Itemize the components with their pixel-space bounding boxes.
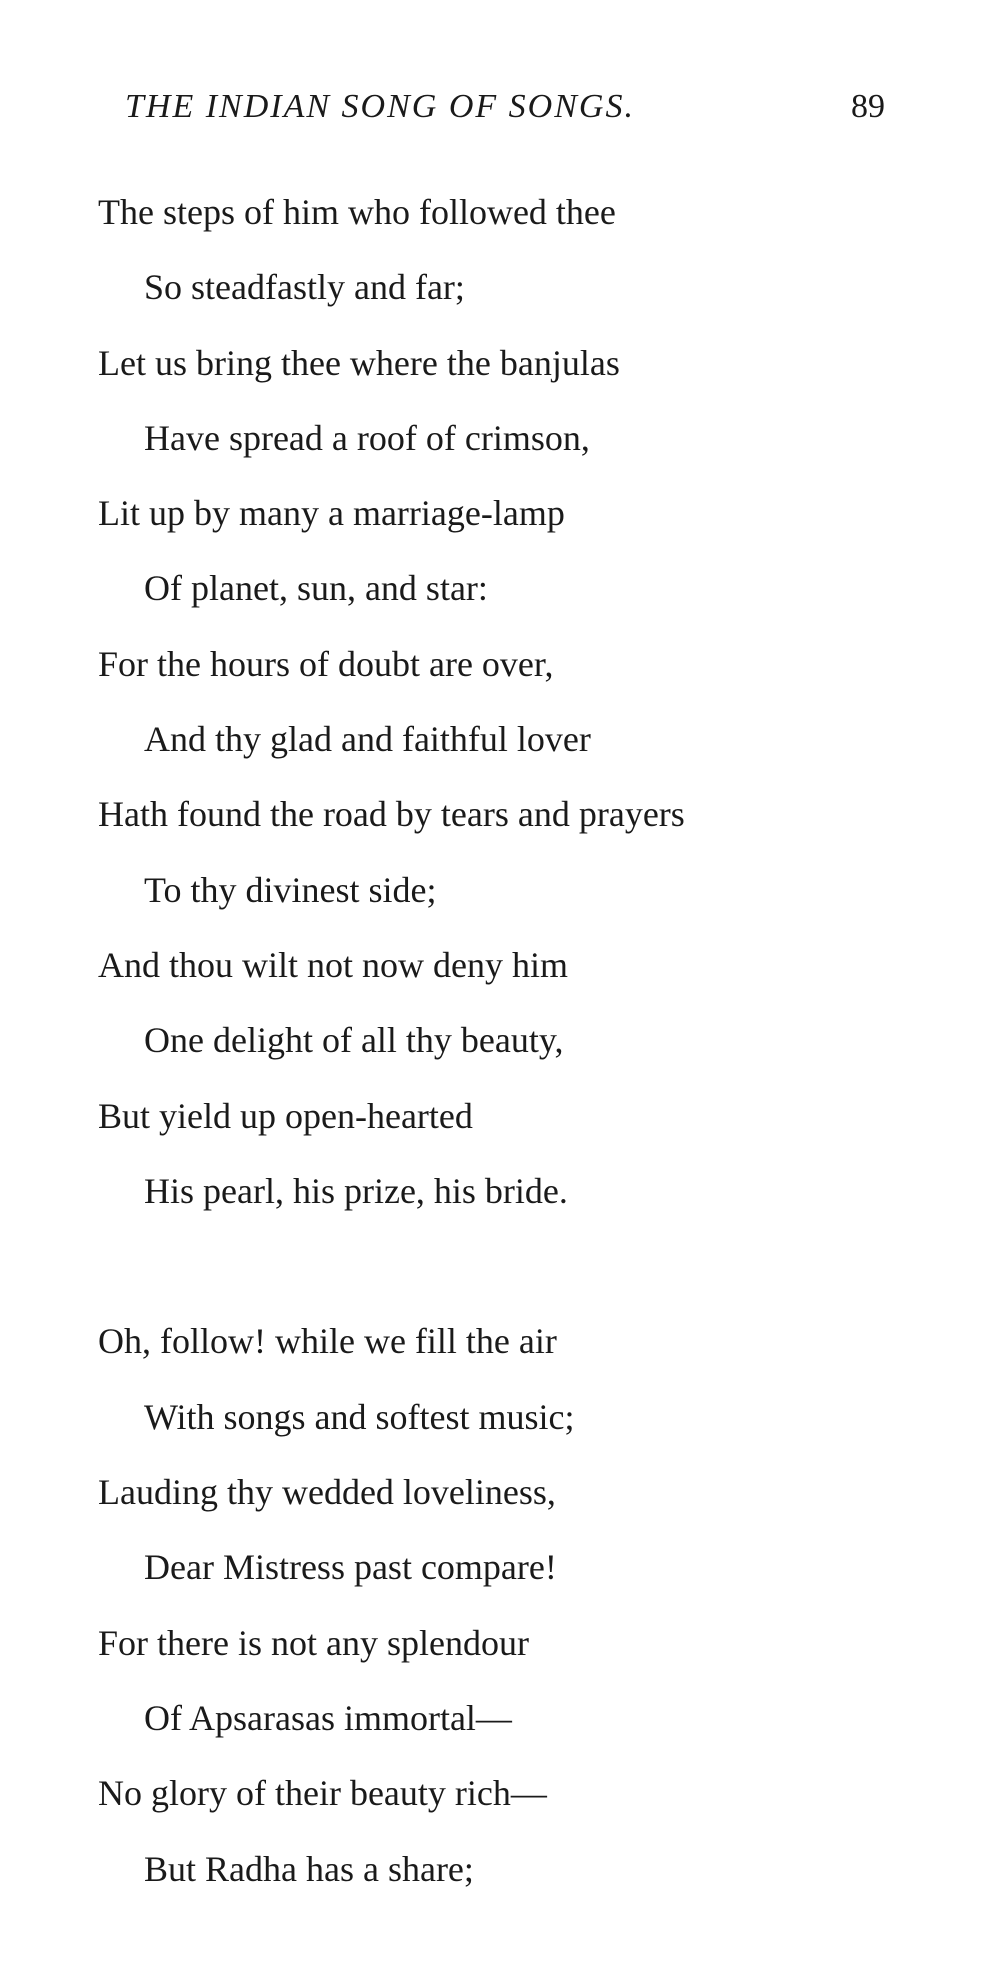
stanza-break xyxy=(98,1229,958,1304)
verse-line: The steps of him who followed thee xyxy=(98,192,616,232)
stanza-2 xyxy=(98,1304,958,1906)
verse-line: But yield up open-hearted xyxy=(98,1095,473,1136)
page-number: 89 xyxy=(851,88,885,125)
verse-line: And thou wilt not now deny him xyxy=(98,944,568,985)
verse-line: Of Apsarasas immortal— xyxy=(144,1697,512,1738)
verse-line: To thy divinest side; xyxy=(144,869,437,910)
verse-line: With songs and softest music; xyxy=(144,1396,575,1437)
verse-line: Have spread a roof of crimson, xyxy=(144,417,590,458)
verse-line: Dear Mistress past compare! xyxy=(144,1547,557,1588)
verse-line: But Radha has a share; xyxy=(144,1848,474,1889)
verse-line: For the hours of doubt are over, xyxy=(98,643,554,684)
running-head xyxy=(125,88,885,138)
verse-line: Hath found the road by tears and prayers xyxy=(98,794,685,835)
running-title: THE INDIAN SONG OF SONGS. xyxy=(125,88,635,125)
verse-line: Lit up by many a marriage-lamp xyxy=(98,493,565,534)
verse-line: For there is not any splendour xyxy=(98,1622,529,1663)
verse-line: One delight of all thy beauty, xyxy=(144,1020,564,1061)
poem-body xyxy=(98,175,958,1907)
verse-line: And thy glad and faithful lover xyxy=(144,719,591,760)
verse-line: Let us bring thee where the banjulas xyxy=(98,342,620,383)
verse-line: No glory of their beauty rich— xyxy=(98,1773,547,1814)
verse-line: His pearl, his prize, his bride. xyxy=(144,1170,568,1211)
verse-line: So steadfastly and far; xyxy=(144,267,465,308)
stanza-1 xyxy=(98,175,958,1229)
verse-line: Lauding thy wedded loveliness, xyxy=(98,1472,556,1513)
verse-line: Oh, follow! while we fill the air xyxy=(98,1321,557,1362)
verse-line: Of planet, sun, and star: xyxy=(144,568,488,609)
